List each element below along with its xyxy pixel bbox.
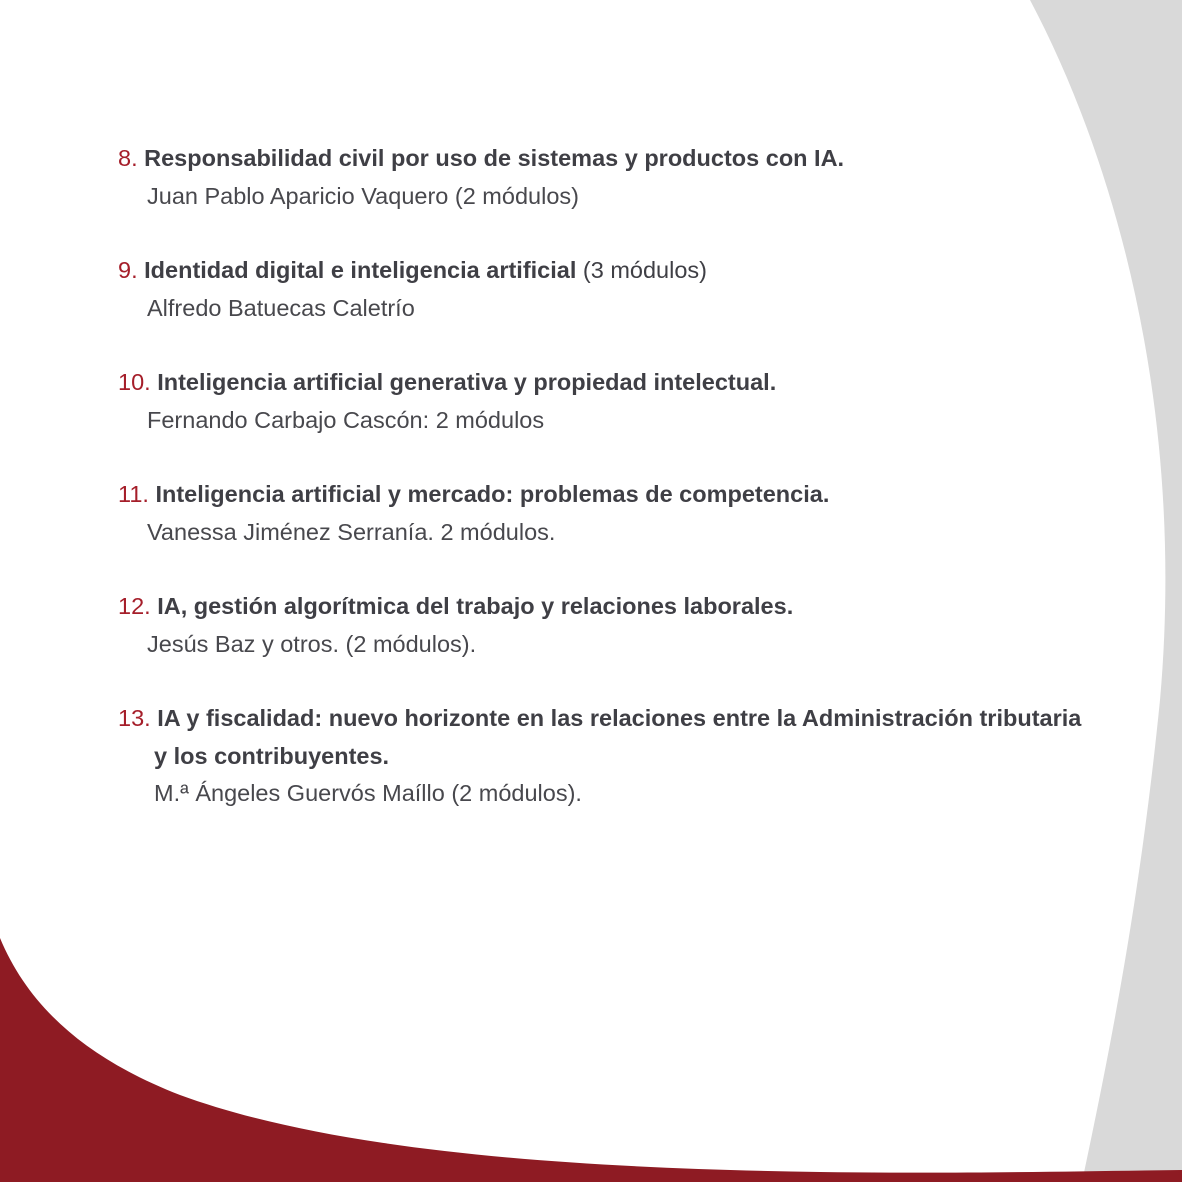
module-title: Responsabilidad civil por uso de sistemas y productos con IA. [144,145,845,171]
module-title: IA, gestión algorítmica del trabajo y relaciones laborales. [157,593,794,619]
module-number: 9. [118,257,138,283]
module-number: 12. [118,593,151,619]
module-author: Jesús Baz y otros. (2 módulos). [147,630,477,657]
module-author: Juan Pablo Aparicio Vaquero (2 módulos) [147,182,579,209]
module-heading [118,700,1118,738]
module-author: Fernando Carbajo Cascón: 2 módulos [147,406,545,433]
module-title-continuation: y los contribuyentes. [154,742,390,769]
module-title: Inteligencia artificial y mercado: problemas de competencia. [155,481,830,507]
module-author: Vanessa Jiménez Serranía. 2 módulos. [147,518,556,545]
module-title: IA y fiscalidad: nuevo horizonte en las relaciones entre la Administración tributaria [157,705,1082,731]
module-number: 8. [118,145,138,171]
module-item-11 [118,476,1118,551]
module-item-13 [118,700,1118,813]
module-item-10 [118,364,1118,439]
module-heading [118,364,1118,402]
module-author: M.ª Ángeles Guervós Maíllo (2 módulos). [154,780,582,806]
module-count-note: (3 módulos) [582,257,707,283]
module-title: Inteligencia artificial generativa y propiedad intelectual. [157,369,777,395]
module-heading [118,252,1118,290]
module-heading [118,140,1118,178]
module-item-8 [118,140,1118,215]
module-number: 13. [118,705,151,731]
module-title: Identidad digital e inteligencia artificial [144,257,577,283]
module-heading [118,476,1118,514]
module-number: 11. [118,481,149,507]
module-author: Alfredo Batuecas Caletrío [147,294,415,321]
bottom-red-wave [0,938,1182,1182]
module-heading [118,588,1118,626]
module-item-9 [118,252,1118,327]
module-item-12 [118,588,1118,663]
module-number: 10. [118,369,151,395]
module-list [118,140,1118,813]
